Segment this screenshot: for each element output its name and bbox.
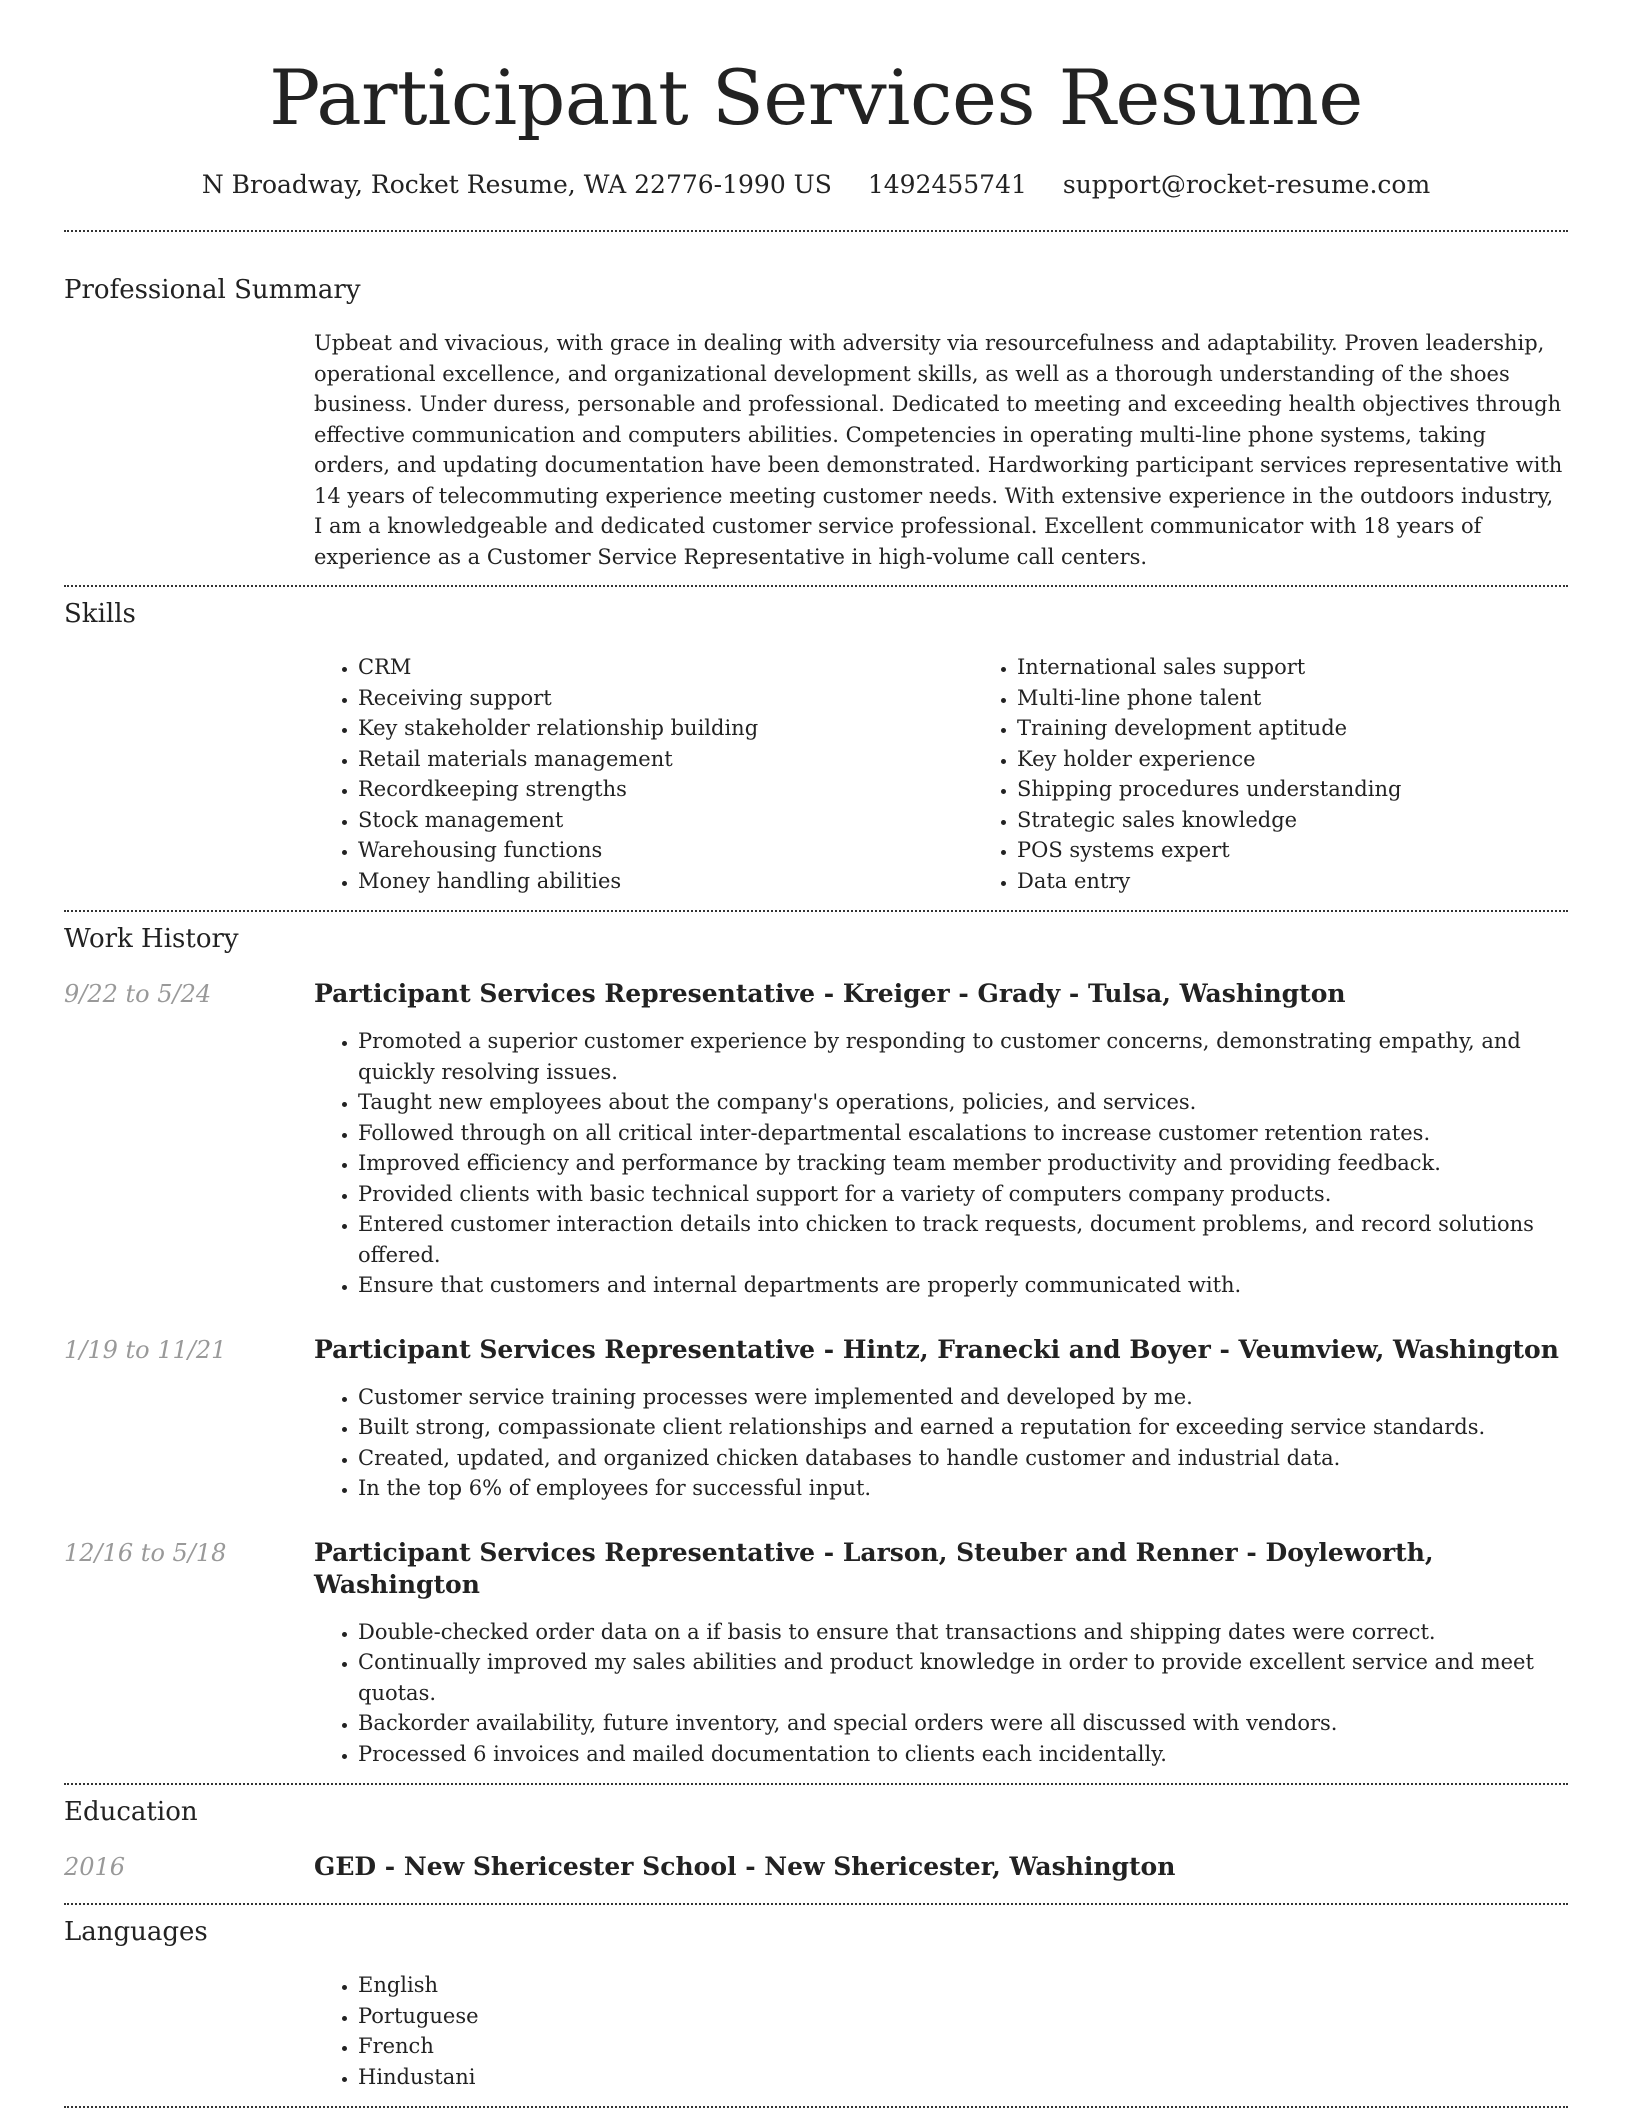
education-body bbox=[314, 1851, 1568, 1883]
skills-list-left bbox=[314, 652, 973, 896]
skills-grid bbox=[314, 652, 1568, 896]
skill-item: • POS systems expert bbox=[1017, 835, 1632, 866]
skill-item: • Receiving support bbox=[358, 683, 973, 714]
languages-heading: Languages bbox=[64, 1917, 208, 1947]
skills-heading: Skills bbox=[64, 599, 136, 629]
job-bullet: • Promoted a superior customer experience by responding to customer concerns, demonstrating empathy, and quickly resolving issues. bbox=[358, 1026, 1568, 1087]
contact-phone: 1492455741 bbox=[867, 170, 1027, 199]
skill-item: • Warehousing functions bbox=[358, 835, 973, 866]
job-bullet: • Double-checked order data on a if basis to ensure that transactions and shipping dates were correct. bbox=[358, 1617, 1568, 1648]
resume-title: Participant Services Resume bbox=[269, 53, 1363, 142]
job-title: Participant Services Representative - Hintz, Franecki and Boyer - Veumview, Washington bbox=[314, 1334, 1559, 1364]
job-entry bbox=[64, 978, 1568, 1301]
contact-line bbox=[64, 170, 1568, 200]
job-bullet: • Ensure that customers and internal departments are properly communicated with. bbox=[358, 1270, 1568, 1301]
job-bullet: • Created, updated, and organized chicken databases to handle customer and industrial data. bbox=[358, 1443, 1568, 1474]
job-entry bbox=[64, 1334, 1568, 1504]
skill-item: • Stock management bbox=[358, 805, 973, 836]
skill-item: • Money handling abilities bbox=[358, 866, 973, 897]
job-bullet: • Provided clients with basic technical support for a variety of computers company products. bbox=[358, 1179, 1568, 1210]
language-item: • English bbox=[358, 1970, 1568, 2001]
contact-email: support@rocket-resume.com bbox=[1062, 170, 1431, 199]
job-body bbox=[314, 1334, 1568, 1504]
job-title: Participant Services Representative - Larson, Steuber and Renner - Doyleworth, Washington bbox=[314, 1537, 1434, 1599]
job-body bbox=[314, 978, 1568, 1301]
skill-item: • Key stakeholder relationship building bbox=[358, 713, 973, 744]
education-year: 2016 bbox=[64, 1853, 126, 1881]
job-dates: 9/22 to 5/24 bbox=[64, 980, 212, 1008]
job-bullets bbox=[314, 1026, 1568, 1301]
job-bullet: • Customer service training processes were implemented and developed by me. bbox=[358, 1382, 1568, 1413]
language-item: • Hindustani bbox=[358, 2062, 1568, 2093]
job-dates: 12/16 to 5/18 bbox=[64, 1538, 227, 1567]
section-divider bbox=[64, 585, 1568, 587]
skill-item: • Strategic sales knowledge bbox=[1017, 805, 1632, 836]
section-divider bbox=[64, 2106, 1568, 2108]
section-divider bbox=[64, 910, 1568, 912]
job-bullet: • Backorder availability, future inventory, and special orders were all discussed with vendors. bbox=[358, 1708, 1568, 1739]
work-history-heading: Work History bbox=[64, 924, 239, 954]
skill-item: • Data entry bbox=[1017, 866, 1632, 897]
summary-section bbox=[314, 328, 1568, 572]
skill-item: • Training development aptitude bbox=[1017, 713, 1632, 744]
skill-item: • Recordkeeping strengths bbox=[358, 774, 973, 805]
languages-section bbox=[314, 1970, 1568, 2092]
section-divider bbox=[64, 230, 1568, 232]
job-bullets bbox=[314, 1617, 1568, 1770]
resume-page bbox=[64, 0, 1568, 2108]
summary-text: Upbeat and vivacious, with grace in dealing with adversity via resourcefulness and adaptability. Proven leadership, operational excellence, and organizational development skills, as well as a thorough understanding of the shoes business. Under duress, personable and professional. Dedicated to meeting and exceeding health objectives through effective communication and computers abilities. Competencies in operating multi-line phone systems, taking orders, and updating documentation have been demonstrated. Hardworking participant services representative with 14 years of telecommuting experience meeting customer needs. With extensive experience in the outdoors industry, I am a knowledgeable and dedicated customer service professional. Excellent communicator with 18 years of experience as a Customer Service Representative in high-volume call centers. bbox=[314, 331, 1563, 569]
education-title: GED - New Shericester School - New Shericester, Washington bbox=[314, 1852, 1176, 1881]
job-bullet: • Continually improved my sales abilities and product knowledge in order to provide excellent service and meet quotas. bbox=[358, 1647, 1568, 1708]
job-bullet: • Processed 6 invoices and mailed documentation to clients each incidentally. bbox=[358, 1739, 1568, 1770]
language-item: • French bbox=[358, 2031, 1568, 2062]
skill-item: • Shipping procedures understanding bbox=[1017, 774, 1632, 805]
job-bullet: • In the top 6% of employees for successful input. bbox=[358, 1473, 1568, 1504]
job-bullet: • Entered customer interaction details into chicken to track requests, document problems, and record solutions offered. bbox=[358, 1209, 1568, 1270]
languages-list bbox=[314, 1970, 1568, 2092]
language-item: • Portuguese bbox=[358, 2001, 1568, 2032]
job-bullet: • Taught new employees about the company's operations, policies, and services. bbox=[358, 1087, 1568, 1118]
summary-heading: Professional Summary bbox=[64, 275, 361, 305]
job-bullet: • Built strong, compassionate client relationships and earned a reputation for exceeding service standards. bbox=[358, 1412, 1568, 1443]
skills-list-right bbox=[973, 652, 1632, 896]
skill-item: • Key holder experience bbox=[1017, 744, 1632, 775]
skill-item: • Multi-line phone talent bbox=[1017, 683, 1632, 714]
job-bullets bbox=[314, 1382, 1568, 1504]
job-dates: 1/19 to 11/21 bbox=[64, 1335, 227, 1364]
job-bullet: • Followed through on all critical inter-departmental escalations to increase customer retention rates. bbox=[358, 1118, 1568, 1149]
contact-address: N Broadway, Rocket Resume, WA 22776-1990 US bbox=[201, 170, 832, 199]
skill-item: • Retail materials management bbox=[358, 744, 973, 775]
skill-item: • International sales support bbox=[1017, 652, 1632, 683]
job-bullet: • Improved efficiency and performance by tracking team member productivity and providing feedback. bbox=[358, 1148, 1568, 1179]
job-title: Participant Services Representative - Kreiger - Grady - Tulsa, Washington bbox=[314, 979, 1346, 1008]
skill-item: • CRM bbox=[358, 652, 973, 683]
education-entry bbox=[64, 1851, 1568, 1883]
job-entry bbox=[64, 1537, 1568, 1770]
education-heading: Education bbox=[64, 1797, 198, 1827]
section-divider bbox=[64, 1903, 1568, 1905]
job-body bbox=[314, 1537, 1568, 1770]
section-divider bbox=[64, 1783, 1568, 1785]
